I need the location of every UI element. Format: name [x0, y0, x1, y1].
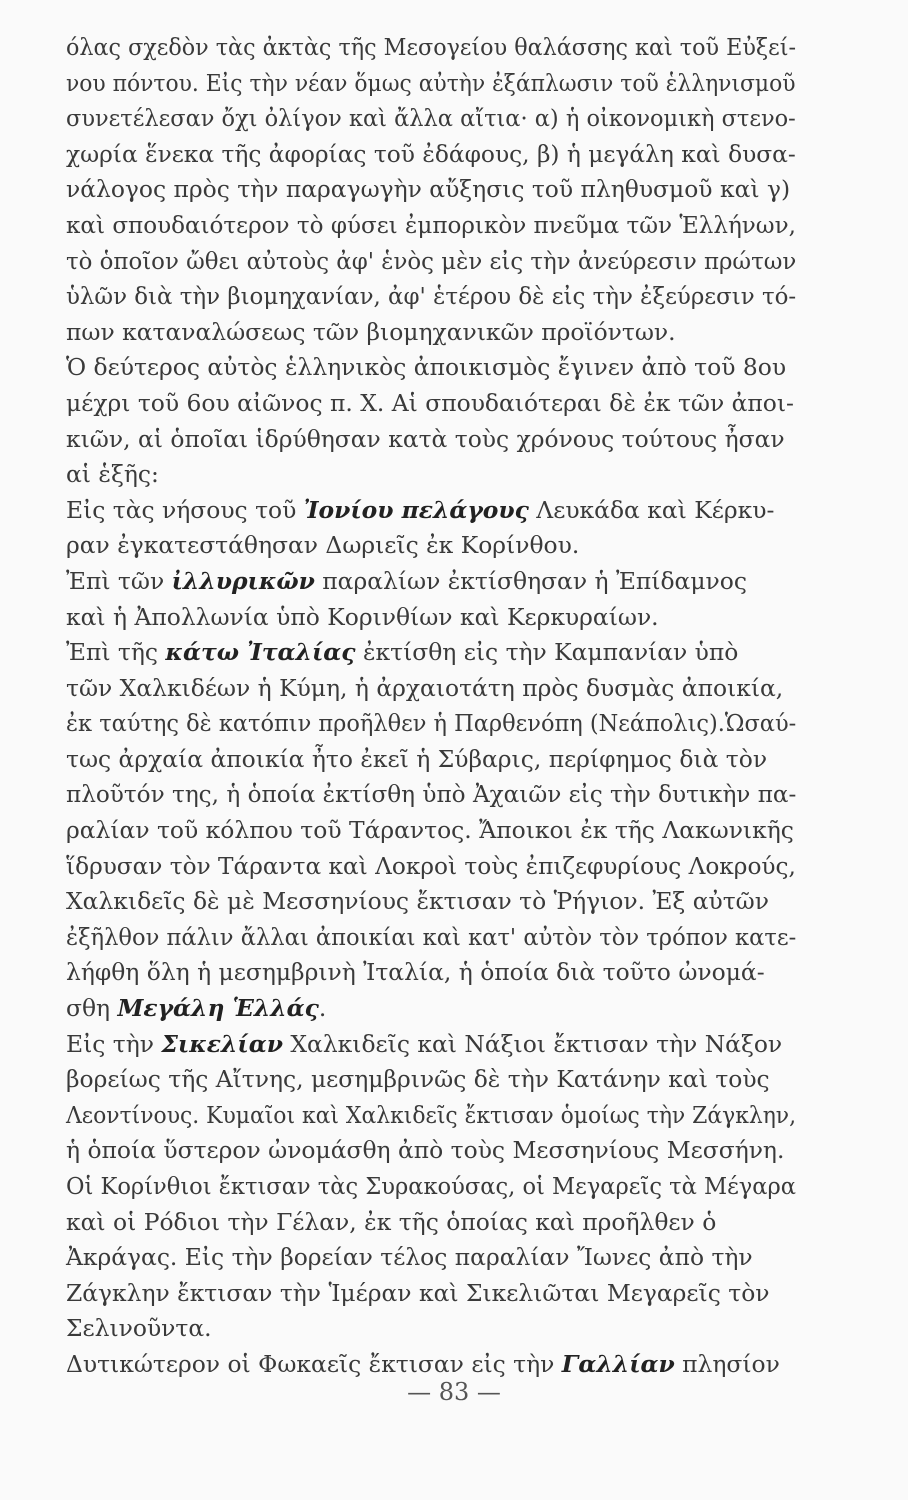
emphasized-term: Σικελίαν: [161, 1029, 283, 1058]
text-line: [66, 137, 796, 173]
text-line: [66, 422, 796, 458]
text-line: [66, 457, 796, 493]
text-segment: ραλίαν τοῦ κόλπου τοῦ Τάραντος. Ἄποικοι ἐκ τῆς Λακωνικῆς: [66, 816, 794, 845]
text-segment: Λευκάδα καὶ Κέρκυ-: [528, 495, 775, 524]
emphasized-term: ἰλλυρικῶν: [171, 566, 315, 595]
body-text: [66, 30, 796, 1383]
text-line: [66, 564, 796, 600]
text-segment: τως ἀρχαία ἀποικία ἦτο ἐκεῖ ἡ Σύβαρις, περίφημος διὰ τὸν: [66, 744, 768, 773]
text-line: [66, 1133, 796, 1169]
text-segment: πλοῦτόν της, ἡ ὁποία ἐκτίσθη ὑπὸ Ἀχαιῶν εἰς τὴν δυτικὴν πα-: [66, 780, 797, 809]
text-segment: συνετέλεσαν ὄχι ὀλίγον καὶ ἄλλα αἴτια· α) ἡ οἰκονομικὴ στενο-: [66, 104, 796, 133]
text-line: [66, 706, 797, 742]
text-segment: ἐκτίσθη εἰς τὴν Καμπανίαν ὑπὸ: [355, 638, 739, 667]
emphasized-term: Μεγάλη Ἑλλάς: [117, 994, 319, 1023]
text-line: [66, 1169, 797, 1205]
text-segment: ραν ἐγκατεστάθησαν Δωριεῖς ἐκ Κορίνθου.: [66, 531, 580, 560]
text-segment: βορείως τῆς Αἴτνης, μεσημβρινῶς δὲ τὴν Κατάνην καὶ τοὺς: [66, 1065, 770, 1094]
text-segment: μέχρι τοῦ 6ου αἰῶνος π. Χ. Αἱ σπουδαιότεραι δὲ ἐκ τῶν ἀποι-: [66, 388, 794, 417]
emphasized-term: κάτω Ἰταλίας: [165, 638, 356, 667]
emphasized-term: Γαλλίαν: [561, 1349, 675, 1378]
text-segment: Λεοντίνους. Κυμαῖοι καὶ Χαλκιδεῖς ἔκτισαν ὁμοίως τὴν Ζάγκλην,: [66, 1100, 797, 1129]
text-segment: ἡ ὁποία ὕστερον ὠνομάσθη ἀπὸ τοὺς Μεσσηνίους Μεσσήνη.: [66, 1136, 785, 1165]
text-line: [66, 849, 796, 885]
text-line: [66, 884, 796, 920]
text-line: [66, 279, 797, 315]
text-line: [66, 671, 796, 707]
text-segment: ὑλῶν διὰ τὴν βιομηχανίαν, ἀφ' ἑτέρου δὲ εἰς τὴν ἐξεύρεσιν τό-: [66, 282, 797, 311]
text-segment: Ἀκράγας. Εἰς τὴν βορείαν τέλος παραλίαν Ἴωνες ἀπὸ τὴν: [66, 1243, 753, 1272]
text-segment: Δυτικώτερον οἱ Φωκαεῖς ἔκτισαν εἰς τὴν: [66, 1349, 562, 1378]
text-segment: λήφθη ὅλη ἡ μεσημβρινὴ Ἰταλία, ἡ ὁποία διὰ τοῦτο ὠνομά-: [66, 958, 765, 987]
text-line: [66, 493, 796, 529]
text-segment: πλησίον: [674, 1349, 780, 1378]
text-segment: καὶ σπουδαιότερον τὸ φύσει ἐμπορικὸν πνεῦμα τῶν Ἑλλήνων,: [66, 210, 796, 239]
text-line: [66, 350, 796, 386]
text-line: [66, 244, 797, 280]
text-line: [66, 1311, 796, 1347]
text-line: [66, 1027, 796, 1063]
text-line: [66, 66, 796, 102]
text-segment: καὶ ἡ Ἀπολλωνία ὑπὸ Κορινθίων καὶ Κερκυραίων.: [66, 602, 659, 631]
text-line: [66, 955, 796, 991]
text-segment: χωρία ἕνεκα τῆς ἀφορίας τοῦ ἐδάφους, β) ἡ μεγάλη καὶ δυσα-: [66, 139, 796, 168]
text-line: [66, 991, 796, 1027]
text-segment: αἱ ἑξῆς:: [66, 460, 159, 489]
text-segment: σθη: [66, 994, 118, 1023]
text-segment: Εἰς τὴν: [66, 1029, 162, 1058]
text-segment: ἵδρυσαν τὸν Τάραντα καὶ Λοκροὶ τοὺς ἐπιζεφυρίους Λοκρούς,: [66, 851, 796, 880]
text-line: [66, 1098, 797, 1134]
text-line: [66, 315, 796, 351]
emphasized-term: Ἰονίου πελάγους: [303, 495, 529, 524]
text-line: [66, 386, 796, 422]
text-line: [66, 30, 796, 66]
text-segment: Χαλκιδεῖς καὶ Νάξιοι ἔκτισαν τὴν Νάξον: [282, 1029, 783, 1058]
text-segment: νου πόντου. Εἰς τὴν νέαν ὅμως αὐτὴν ἐξάπλωσιν τοῦ ἑλληνισμοῦ: [66, 68, 796, 97]
text-segment: Σελινοῦντα.: [66, 1314, 212, 1343]
text-line: [66, 1240, 796, 1276]
text-line: [66, 1205, 796, 1241]
text-segment: Ὁ δεύτερος αὐτὸς ἑλληνικὸς ἀποικισμὸς ἔγινεν ἀπὸ τοῦ 8ου: [66, 353, 787, 382]
text-segment: κιῶν, αἱ ὁποῖαι ἱδρύθησαν κατὰ τοὺς χρόνους τούτους ἦσαν: [66, 424, 785, 453]
text-line: [66, 600, 796, 636]
text-segment: νάλογος πρὸς τὴν παραγωγὴν αὔξησις τοῦ πληθυσμοῦ καὶ γ): [66, 175, 791, 204]
page-number: — 83 —: [407, 1378, 501, 1406]
text-line: [66, 172, 796, 208]
text-line: [66, 777, 797, 813]
text-segment: Εἰς τὰς νήσους τοῦ: [66, 495, 304, 524]
text-segment: Οἱ Κορίνθιοι ἔκτισαν τὰς Συρακούσας, οἱ Μεγαρεῖς τὰ Μέγαρα: [66, 1172, 797, 1200]
text-segment: τὸ ὁποῖον ὤθει αὐτοὺς ἀφ' ἑνὸς μὲν εἰς τὴν ἀνεύρεσιν πρώτων: [66, 246, 797, 275]
text-segment: Ζάγκλην ἔκτισαν τὴν Ἱμέραν καὶ Σικελιῶται Μεγαρεῖς τὸν: [66, 1278, 770, 1307]
text-line: [66, 208, 796, 244]
text-line: [66, 635, 796, 671]
text-segment: πων καταναλώσεως τῶν βιομηχανικῶν προϊόντων.: [66, 317, 676, 346]
text-segment: Ἐπὶ τῆς: [66, 638, 166, 667]
text-segment: παραλίων ἐκτίσθησαν ἡ Ἐπίδαμνος: [314, 566, 747, 595]
text-segment: ἐξῆλθον πάλιν ἄλλαι ἀποικίαι καὶ κατ' αὐτὸν τὸν τρόπον κατε-: [66, 922, 797, 951]
text-segment: καὶ οἱ Ρόδιοι τὴν Γέλαν, ἐκ τῆς ὁποίας καὶ προῆλθεν ὁ: [66, 1207, 717, 1236]
text-segment: Χαλκιδεῖς δὲ μὲ Μεσσηνίους ἔκτισαν τὸ Ῥήγιον. Ἐξ αὐτῶν: [66, 887, 769, 916]
text-line: [66, 813, 796, 849]
text-segment: .: [318, 994, 327, 1023]
text-segment: ἐκ ταύτης δὲ κατόπιν προῆλθεν ἡ Παρθενόπη (Νεάπολις).Ὡσαύ-: [66, 709, 797, 738]
text-segment: όλας σχεδὸν τὰς ἀκτὰς τῆς Μεσογείου θαλάσσης καὶ τοῦ Εὐξεί-: [66, 33, 796, 61]
text-line: [66, 528, 796, 564]
text-line: [66, 101, 796, 137]
text-line: [66, 1062, 796, 1098]
text-segment: Ἐπὶ τῶν: [66, 566, 172, 595]
text-line: [66, 1276, 796, 1312]
text-line: [66, 920, 797, 956]
text-line: [66, 742, 796, 778]
text-segment: τῶν Χαλκιδέων ἡ Κύμη, ἡ ἀρχαιοτάτη πρὸς δυσμὰς ἀποικία,: [66, 673, 784, 702]
